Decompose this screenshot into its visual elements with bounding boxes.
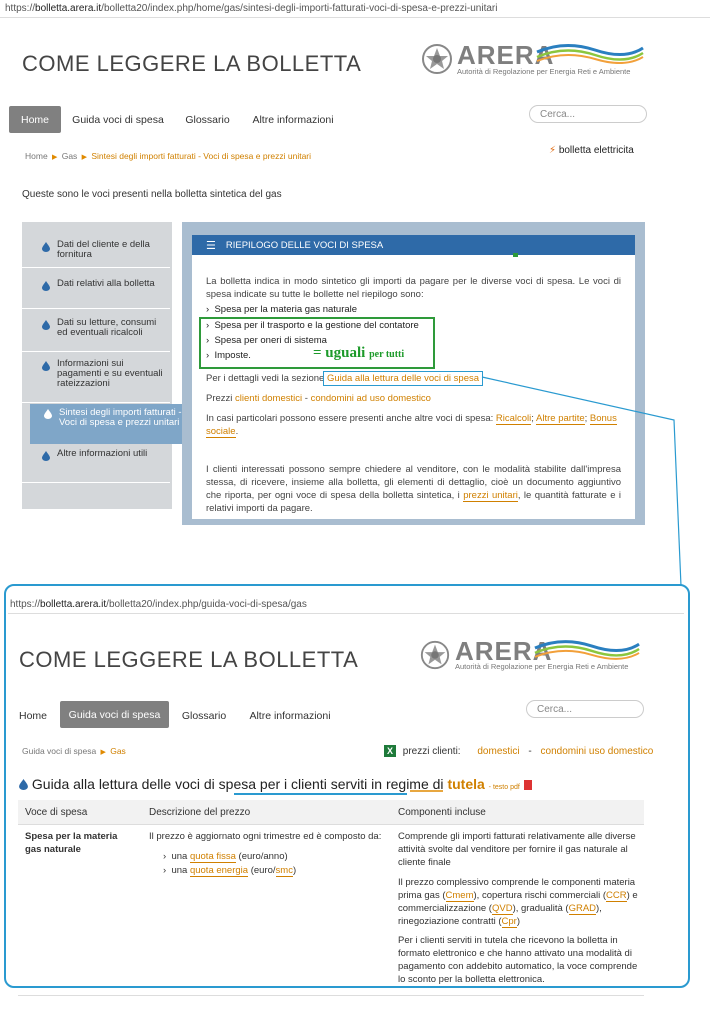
logo-subtitle: Autorità di Regolazione per Energia Reti e Ambiente (455, 662, 629, 671)
logo-word: ARERA (457, 40, 555, 70)
url-prefix: https:// (5, 3, 36, 14)
breadcrumb-separator-icon: ▶ (50, 154, 60, 161)
condomini-link[interactable]: condomini ad uso domestico (310, 393, 431, 404)
prezzi-unitari-link[interactable]: prezzi unitari (463, 490, 518, 501)
ricalcoli-link[interactable]: Ricalcoli (495, 413, 532, 424)
componenti-3: Per i clienti serviti in tutela che ricevono la bolletta in formato elettronico e che hanno attivato una modalità di pagamento con addebito automatico, la voce comprende lo sconto per la bolletta elettronica. (398, 935, 638, 985)
nav-guida[interactable]: Guida voci di spesa (60, 701, 169, 728)
item-prefix: una (171, 851, 188, 862)
url-path: /bolletta20/index.php/guida-voci-di-spesa/gas (106, 599, 307, 610)
details-prefix: Per i dettagli vedi la sezione (206, 373, 325, 384)
comp2-f: ) (516, 916, 520, 927)
sidebar-label: Altre informazioni utili (57, 448, 148, 459)
item-mid: (euro/ (250, 865, 276, 876)
bullet-text: Spesa per la materia gas naturale (214, 304, 358, 315)
search-input[interactable]: Cerca... (529, 105, 647, 123)
bullet-text: Spesa per il trasporto e la gestione del contatore (214, 320, 419, 331)
prezzi-label: Prezzi (206, 393, 233, 404)
chevron-right-icon: › (206, 304, 215, 315)
sidebar-label: Dati su letture, consumi ed eventuali ricalcoli (57, 317, 157, 338)
url-host: bolletta.arera.it (40, 599, 107, 610)
breadcrumb-separator-icon: ▶ (98, 749, 108, 756)
domestici-link[interactable]: domestici (477, 745, 520, 757)
site-title[interactable]: COME LEGGERE LA BOLLETTA (19, 647, 359, 672)
componenti-2 (398, 876, 640, 928)
ccr-link[interactable]: CCR (606, 890, 627, 901)
heading-main: Guida alla lettura delle voci di spesa (31, 776, 257, 792)
logo-word: ARERA (455, 636, 553, 666)
condomini-uso-domestico-link[interactable]: condomini uso domestico (540, 745, 654, 757)
comp2-a: Il prezzo complessivo comprende le componenti materia prima gas ( (398, 877, 636, 901)
annotation-small: per tutti (369, 349, 405, 360)
qvd-link[interactable]: QVD (491, 903, 513, 914)
prezzi-sep: - (304, 393, 308, 404)
col-voce: Voce di spesa (25, 807, 88, 818)
item-prefix: una (171, 865, 188, 876)
item-end: ) (292, 865, 297, 876)
nav-guida[interactable]: Guida voci di spesa (72, 113, 164, 126)
sidebar-label: Dati del cliente e della fornitura (57, 239, 150, 260)
bonus-link[interactable]: Bonus (589, 413, 617, 424)
clienti-end: , le quantità fatturate e i relativi importi da pagare. (206, 490, 622, 514)
chevron-right-icon: › (206, 350, 215, 361)
row-voce: Spesa per la materia gas naturale (25, 831, 118, 855)
chevron-right-icon: › (206, 335, 215, 346)
panel-header-title: RIEPILOGO DELLE VOCI DI SPESA (225, 239, 384, 251)
annotation-big: = uguali (313, 345, 366, 361)
sidebar-label: Dati relativi alla bolletta (57, 278, 155, 289)
clienti-text: I clienti interessati possono sempre chiedere al venditore, con le modalità stabilite dall'impresa stessa, di ricevere, insieme alla bolletta, gli elementi di dettaglio, cioè un documento aggiuntivo che riporta, per ogni voce di spesa della bolletta sintetica, i (206, 464, 621, 501)
prezzi-clienti-label: prezzi clienti: (402, 745, 461, 757)
bolletta-link-label: bolletta elettricita (558, 145, 634, 156)
col-descrizione: Descrizione del prezzo (149, 807, 251, 818)
nav-home[interactable]: Home (9, 106, 61, 133)
tutela-link[interactable]: tutela (447, 776, 485, 792)
altre-partite-link[interactable]: Altre partite (536, 413, 585, 424)
row-descrizione: Il prezzo è aggiornato ogni trimestre ed è composto da: (149, 831, 382, 842)
breadcrumb-guida[interactable]: Guida voci di spesa (22, 746, 97, 756)
casi-prefix: In casi particolari possono essere presenti anche altre voci di spesa: (206, 413, 494, 424)
heading-extension: per i clienti serviti in regime di (259, 776, 444, 792)
cmem-link[interactable]: Cmem (445, 890, 474, 901)
bullet-text: Spesa per oneri di sistema (214, 335, 327, 346)
breadcrumb-current: Sintesi degli importi fatturati - Voci di spesa e prezzi unitari (91, 151, 312, 161)
excel-icon: X (384, 745, 396, 757)
table-bottom-divider (18, 995, 644, 996)
sidebar-label: Informazioni sui pagamenti e su eventuali rateizzazioni (57, 358, 163, 389)
bonus-sociale-link[interactable]: sociale (206, 426, 236, 437)
site-title[interactable]: COME LEGGERE LA BOLLETTA (22, 51, 362, 76)
componenti-1: Comprende gli importi fatturati relativamente alle diverse attività svolte dal venditore per fornire il gas naturale al cliente finale (398, 831, 636, 868)
casi-particolari: In casi particolari possono essere presenti anche altre voci di spesa: Ricalcoli; Altre partite; Bonus sociale. (206, 413, 617, 437)
breadcrumb-home[interactable]: Home (25, 151, 48, 161)
grad-link[interactable]: GRAD (568, 903, 597, 914)
nav-glossario[interactable]: Glossario (185, 113, 230, 126)
item-suffix: (euro/anno) (238, 851, 288, 862)
breadcrumb-separator-icon: ▶ (79, 154, 89, 161)
clienti-domestici-link[interactable]: clienti domestici (235, 393, 303, 404)
comp2-b: ), copertura rischi commerciali ( (473, 890, 606, 901)
cpr-link[interactable]: Cpr (501, 916, 517, 927)
row-item-quota-fissa (163, 850, 288, 863)
nav-altre-informazioni[interactable]: Altre informazioni (252, 113, 334, 126)
chevron-right-icon: › (163, 851, 169, 862)
panel-intro: La bolletta indica in modo sintetico gli importi da pagare per le diverse voci di spesa. Le voci di spesa indicate su tutte le bollette nel riepilogo sono: (206, 276, 621, 300)
breadcrumb-gas[interactable]: Gas (61, 151, 78, 161)
url-prefix: https:// (10, 599, 41, 610)
plug-icon: ⚡ (549, 145, 557, 156)
nav-glossario[interactable]: Glossario (181, 709, 227, 722)
comp2-d: ), gradualità ( (512, 903, 569, 914)
col-componenti: Componenti incluse (398, 807, 486, 818)
comp2-e: ), rinegoziazione contratti ( (398, 903, 602, 927)
smc-link[interactable]: smc (275, 865, 293, 876)
guida-link[interactable]: Guida alla lettura delle voci di spesa (326, 373, 480, 384)
quota-fissa-link[interactable]: quota fissa (189, 851, 236, 862)
bullet-text: Imposte. (214, 350, 251, 361)
comp2-c: ) e commercializzazione ( (398, 890, 638, 914)
intro-text: Queste sono le voci presenti nella bolletta sintetica del gas (22, 189, 282, 200)
row-item-quota-energia (163, 864, 296, 877)
breadcrumb-current: Gas (110, 746, 126, 756)
prezzi-sep: - (528, 745, 532, 757)
list-icon: ☰ (206, 239, 216, 252)
table-header (18, 800, 644, 825)
chevron-right-icon: › (163, 865, 169, 876)
search-input[interactable]: Cerca... (526, 700, 644, 718)
logo-subtitle: Autorità di Regolazione per Energia Reti e Ambiente (457, 67, 631, 76)
url-path: /bolletta20/index.php/home/gas/sintesi-degli-importi-fatturati-voci-di-spesa-e-prezzi-unitari (101, 3, 498, 14)
nav-altre-informazioni[interactable]: Altre informazioni (249, 709, 331, 722)
quota-energia-link[interactable]: quota energia (189, 865, 249, 876)
testo-pdf-link[interactable]: - testo pdf (488, 784, 520, 791)
sidebar-label: Sintesi degli importi fatturati - Voci di spesa e prezzi unitari (59, 407, 182, 428)
url-host: bolletta.arera.it (35, 3, 102, 14)
chevron-right-icon: › (206, 320, 215, 331)
nav-home[interactable]: Home (18, 709, 47, 722)
